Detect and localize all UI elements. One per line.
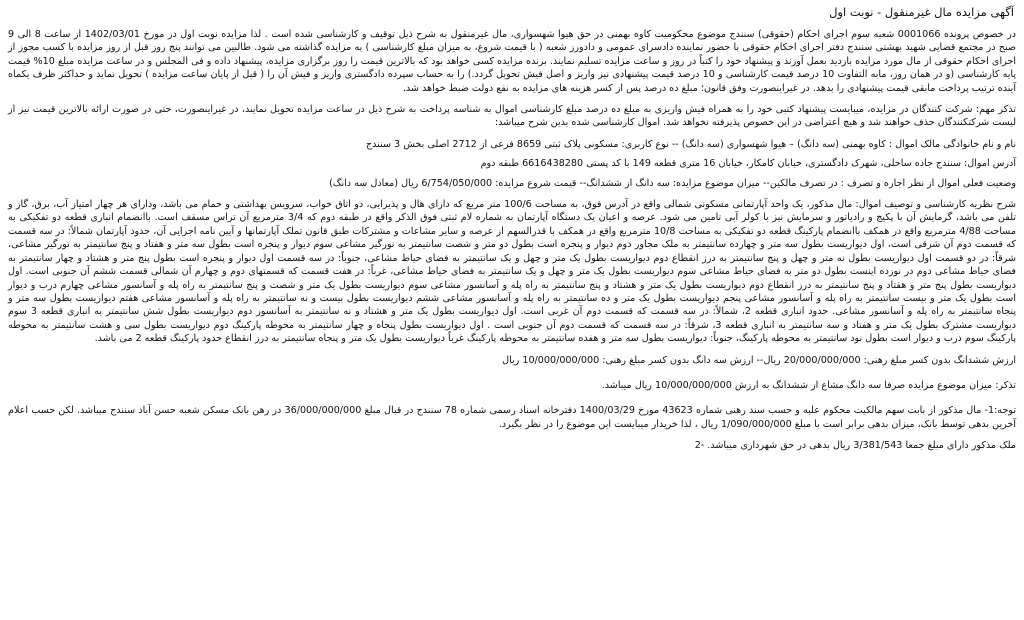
- municipality-debt-line: ملک مذکور دارای مبلغ جمعا 3/381/543 ریال بدهی در حق شهرداری میباشد. -2: [694, 440, 1016, 452]
- notice-title: آگهی مزایده مال غیرمنقول - نوبت اول: [829, 5, 1014, 19]
- intro-paragraph: در خصوص پرونده 0001066 شعبه سوم اجرای احکام (حقوقی) سنندج موضوع محکومیت کاوه بهمنی در حق هیوا شهسواری، مال غیرمنقول به شرح ذیل توقیف و کارشناسی شده است . لذا مزایده نوبت اول در مورخ 1402/03/01 از ساعت 8 الی 9 صبح در مجتمع قضایی شهید بهشتی سنندج دفتر اجرای احکام حقوقی با حضور نماینده دادسرای عمومی و دادورز شعبه ( با قیمت شروع، به میزان مبلغ کارشناسی ) به مزایده گذاشته می شود. طالبین می توانند پنج روز قبل از روز مزایده با کسب مجوز از اجرای احکام حقوقی از مال مورد مزایده بازدید بعمل آورند و پیشنهاد خود را کتباً در روز و ساعت مزایده تسلیم نمایند. برنده مزایده کسی خواهد بود که بالاترین قیمت را روز برگزاری مزایده، پیشنهاد داده و فی المجلس و در ساعت مزایده مبلغ 10% قیمت پایه کارشناسی (و در همان روز، مابه التفاوت 10 درصد قیمت کارشناسی و 10 درصد قیمت پیشنهادی نیز واریز و اصل فیش تحویل گردد.) را به حساب سپرده دادگستری واریز و فیش آن را ( قبل از پایان ساعت مزایده ) تحویل نماید و حداکثر ظرف یکماه آینده ترتیب پرداخت مابقی قیمت پیشنهادی را بدهد. در غیراینصورت وفق قانون؛ مبلغ ده درصد پس از کسر هزینه های مزایده به نفع دولت ضبط خواهد شد.: [8, 29, 1017, 94]
- important-note-paragraph: تذکر مهم: شرکت کنندگان در مزایده، میبایست پیشنهاد کتبی خود را به همراه فیش واریزی به مبلغ ده درصد مبلغ کارشناسی اموال به شناسه پرداخت به شرح ذیل در ساعت مزایده تحویل نمایند، در غیراینصورت، حتی در صورت ارائه بالاترین قیمت نیز از لیست شرکتکنندگان حذف خواهند شد و هیچ اعتراضی در این خصوص پذیرفته نخواهد شد. اموال کارشناسی شده بدین شرح میباشد:: [8, 104, 1016, 129]
- mortgage-attention-paragraph: توجه:1- مال مذکور از بابت سهم مالکیت محکوم علیه و حسب سند رهنی شماره 43623 مورخ 1400/03/29 دفترخانه اسناد رسمی شماره 78 سنندج در قبال مبلغ 36/000/000/000 در رهن بانک مسکن شعبه حسن آباد سنندج میباشد. لکن حسب اعلام آخرین بدهی توسط بانک، میزان بدهی برابر است با مبلغ 1/090/000/000 ریال ، لذا خریدار میبایست این موضوع را در نظر بگیرد.: [8, 405, 1017, 430]
- property-status-line: وضعیت فعلی اموال از نظر اجاره و تصرف : در تصرف مالکین-- میزان موضوع مزایده: سه دانگ از ششدانگ-- قیمت شروع مزایده: 6/754/050/000 ریال (معادل سه دانگ): [329, 177, 1016, 189]
- property-value-line: ارزش ششدانگ بدون کسر مبلغ رهنی: 20/000/000/000 ریال-- ارزش سه دانگ بدون کسر مبلغ رهنی: 10/000/000/000 ریال: [502, 354, 1016, 366]
- owner-info-line: نام و نام خانوادگی مالک اموال : کاوه بهمنی (سه دانگ) – هیوا شهسواری (سه دانگ) -- نوع کاربری: مسکونی پلاک ثبتی 8659 فرعی از 2712 اصلی بخش 3 سنندج: [365, 138, 1016, 150]
- property-address-line: آدرس اموال: سنندج جاده ساحلی، شهرک دادگستری، خیابان کامکار، خیابان 16 متری قطعه 149 با کد پستی 6616438280 طبقه دوم: [480, 158, 1016, 170]
- share-note-line: تذکر: میزان موضوع مزایده صرفا سه دانگ مشاع از ششدانگ به ارزش 10/000/000/000 ریال میباشد.: [601, 379, 1016, 391]
- expert-description-paragraph: شرح نظریه کارشناسی و توصیف اموال: مال مذکور، یک واحد آپارتمانی مسکونی شمالی واقع در آدرس فوق، به مساحت 100/6 متر مربع که دارای هال و پذیرایی، دو اتاق خواب، سرویس بهداشتی و حمام می باشد، ودارای هر چهار امتیاز آب، برق، گاز و تلفن می باشد، گرمایش آن با پکیج و رادیاتور و سرمایش نیز با کولر آبی تامین می شود. عرصه و اعیان یک دستگاه آپارتمان به شماره لام ثبتی فوق الذکر واقع در طبقه دوم که 3/4 مترمربع آن تراس مسقف است. باانضمام انباری قطعه دو تفکیکی به مساحت 4/88 مترمربع واقع در همکف باانضمام پارکینگ قطعه دو تفکیکی به مساحت 10/8 مترمربع واقع در همکف با قدرالسهم از عرصه و سایر مشاعات و مشترکات طبق قانون تملک آپارتمانها و آیین نامه اجرایی آن، حدود آپارتمان شمالاً: در سه قسمت که قسمت دوم آن شرقی است، اول دیواریست بطول سه متر و چهارده سانتیمتر به ملک مجاور دوم دیوار و پنجره است بطول دو متر و شصت سانتیمتر به نورگیر مشاعی سوم دیوار و پنجره است بطول سه متر و هفتاد و پنج سانتیمتر به نورگیر مشاعی، شرقاً: در دو قسمت اول دیواریست بطول نه متر و چهل و پنج سانتیمتر به درز انقطاع دوم دیواریست بطول یک متر و چهل و یک سانتیمتر به فضای حیاط مشاعی، جنوباً: در سه قسمت اول دیوار و پنجره است بطول پنج متر و هشتاد و چهار سانتیمتر به فضای حیاط مشاعی دوم در نوزده اینست بطول دو متر به فضای حیاط مشاعی سوم دیواریست بطول یک متر و چهل و یک سانتیمتر به فضای حیاط مشاعی، غرباً: در هفت قسمت که قسمتهای دوم و چهارم آن شمالی قسمت ششم آن جنوبی است. اول دیواریست بطول پنج متر و هفتاد و پنج سانتیمتر به درز انقطاع دوم دیواریست بطول یک متر و هشتاد و پنج سانتیمتر به راه پله و آسانسور مشاعی سوم دیواریست بطول یک متر و شصت و پنج سانتیمتر به راه پله و آسانسور مشاعی چهارم درب و دیوار است بطول یک متر و بیست سانتیمتر به راه پله و آسانسور مشاعی پنجم دیواریست بطول یک متر و ده سانتیمتر به راه پله و آسانسور مشاعی ششم دیواریست بطول بیست و نه سانتیمتر به راه پله و آسانسور مشاعی هفتم دیواریست بطول سه متر و پنجاه سانتیمتر به راه پله و آسانسور مشاعی. حدود انباری قطعه 2، شمالاً: در سه قسمت که قسمت دوم آن غربی است. اول دیواریست بطول یک متر و هشتاد و نه سانتیمتر به آسانسور دوم دیواریست بطول شش سانتیمتر به انباری قطعه 3 سوم دیواریست مشترک بطول یک متر و هفتاد و سه سانتیمتر به انباری قطعه 3، شرقاً: در سه قسمت که قسمت دوم آن جنوبی است . اول دیواریست بطول پنجاه و چهار سانتیمتر به محوطه پارکینگ دوم دیواریست بطول سی و هشت سانتیمتر به محوطه پارکینگ سوم درب و دیوار است بطول نود سانتیمتر به محوطه پارکینگ، جنوباً: دیواریست بطول سه متر و هفده سانتیمتر به محوطه پارکینگ غرباً دیواریست بطول یک متر و پنجاه سانتیمتر به درز انقطاع حدود پارکینگ قطعه 2 می باشد.: [8, 199, 1016, 345]
